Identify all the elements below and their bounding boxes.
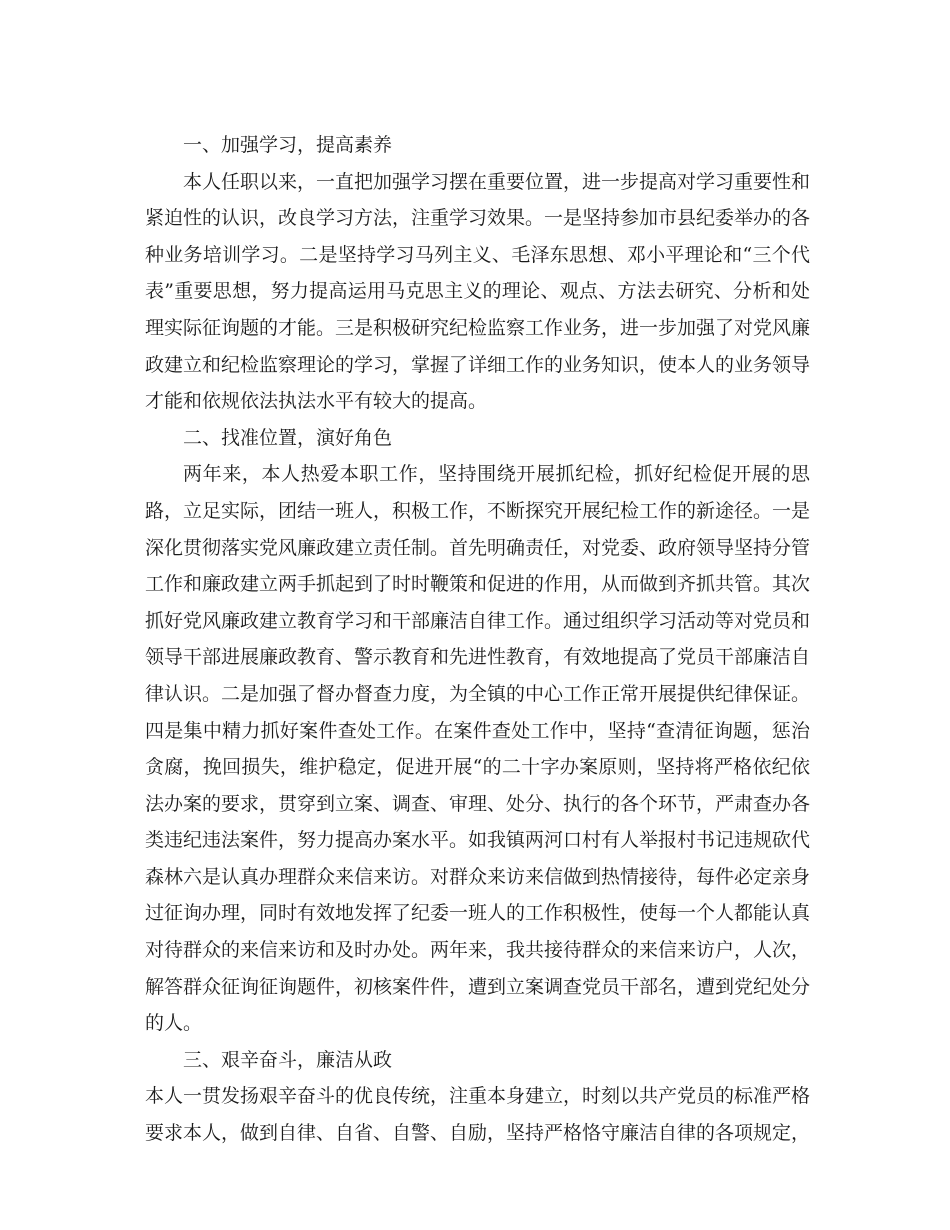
section-paragraph-2: 两年来，本人热爱本职工作，坚持围绕开展抓纪检，抓好纪检促开展的思路，立足实际，团结一班人，积极工作，不断探究开展纪检工作的新途径。一是深化贯彻落实党风廉政建立责任制。首先明确责任，对党委、政府领导坚持分管工作和廉政建立两手抓起到了时时鞭策和促进的作用，从而做到齐抓共管。其次抓好党风廉政建立教育学习和干部廉洁自律工作。通过组织学习活动等对党员和领导干部进展廉政教育、警示教育和先进性教育，有效地提高了党员干部廉洁自律认识。二是加强了督办督查力度，为全镇的中心工作正常开展提供纪律保证。四是集中精力抓好案件查处工作。在案件查处工作中，坚持“查清征询题，惩治贪腐，挽回损失，维护稳定，促进开展“的二十字办案原则，坚持将严格依纪依法办案的要求，贯穿到立案、调查、审理、处分、执行的各个环节，严肃查办各类违纪违法案件，努力提高办案水平。如我镇两河口村有人举报村书记违规砍代森林六是认真办理群众来信来访。对群众来访来信做到热情接待，每件必定亲身过征询办理，同时有效地发挥了纪委一班人的工作积极性，使每一个人都能认真对待群众的来信来访和及时办处。两年来，我共接待群众的来信来访户，人次，解答群众征询征询题件，初核案件件，遭到立案调查党员干部名，遭到党纪处分的人。 <box>145 463 811 1035</box>
document-body <box>145 127 810 1152</box>
section-heading-3: 三、艰辛奋斗，廉洁从政 <box>183 1048 393 1071</box>
section-paragraph-3: 本人一贯发扬艰辛奋斗的优良传统，注重本身建立，时刻以共产党员的标准严格要求本人，做到自律、自省、自警、自励，坚持严格恪守廉洁自律的各项规定， <box>145 1085 811 1145</box>
section-heading-2: 二、找准位置，演好角色 <box>183 426 393 449</box>
section-paragraph-1: 本人任职以来，一直把加强学习摆在重要位置，进一步提高对学习重要性和紧迫性的认识，改良学习方法，注重学习效果。一是坚持参加市县纪委举办的各种业务培训学习。二是坚持学习马列主义、毛泽东思想、邓小平理论和“三个代表”重要思想，努力提高运用马克思主义的理论、观点、方法去研究、分析和处理实际征询题的才能。三是积极研究纪检监察工作业务，进一步加强了对党风廉政建立和纪检监察理论的学习，掌握了详细工作的业务知识，使本人的业务领导才能和依规依法执法水平有较大的提高。 <box>145 170 811 413</box>
section-heading-1: 一、加强学习，提高素养 <box>183 134 393 156</box>
